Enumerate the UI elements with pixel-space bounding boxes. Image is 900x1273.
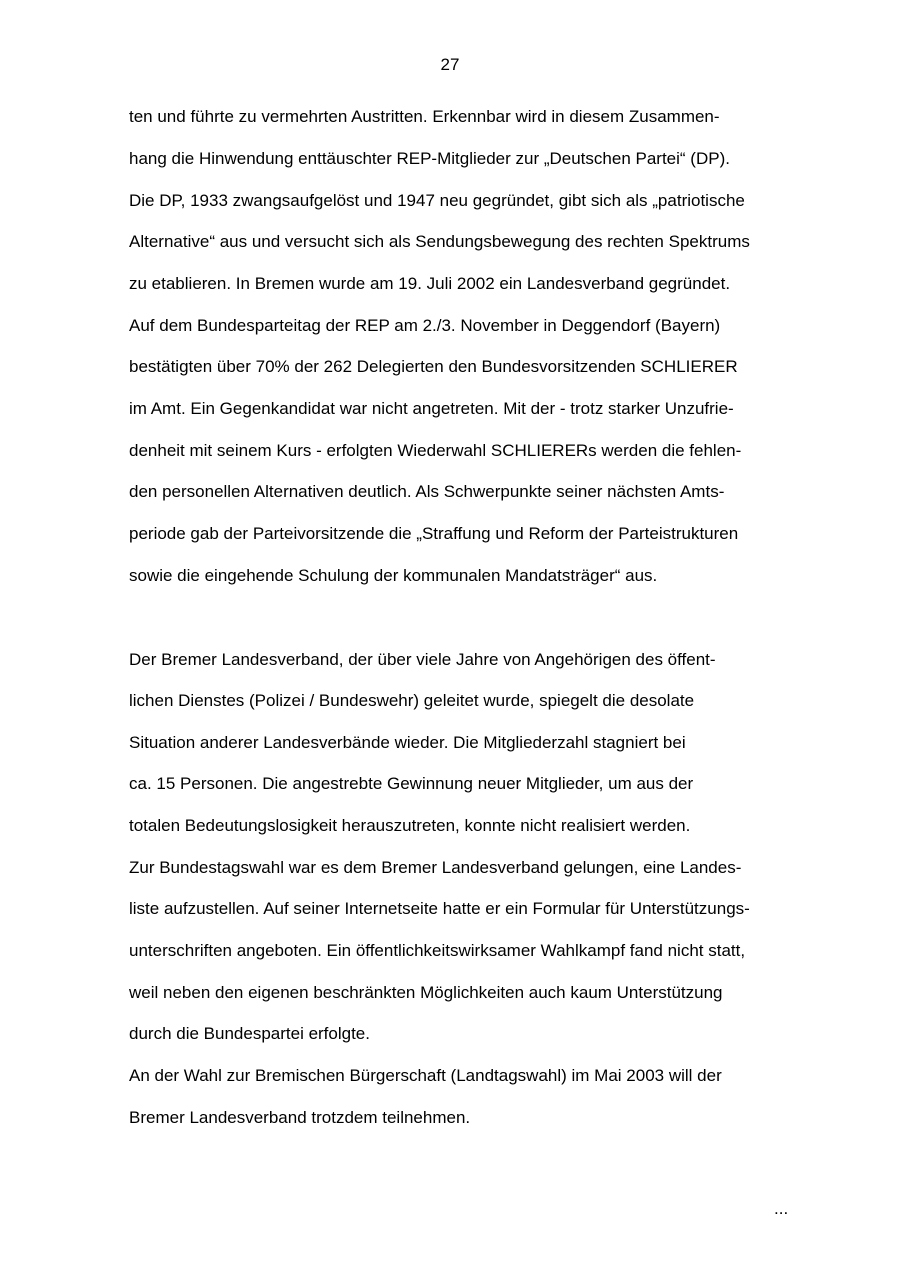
text-line: denheit mit seinem Kurs - erfolgten Wiederwahl SCHLIERERs werden die fehlen- <box>129 441 742 460</box>
text-line: lichen Dienstes (Polizei / Bundeswehr) geleitet wurde, spiegelt die desolate <box>129 691 695 710</box>
text-line: totalen Bedeutungslosigkeit herauszutreten, konnte nicht realisiert werden. <box>129 816 691 835</box>
text-line: An der Wahl zur Bremischen Bürgerschaft (Landtagswahl) im Mai 2003 will der <box>129 1066 722 1085</box>
text-line: unterschriften angeboten. Ein öffentlichkeitswirksamer Wahlkampf fand nicht statt, <box>129 941 746 960</box>
text-line: hang die Hinwendung enttäuschter REP-Mitglieder zur „Deutschen Partei“ (DP). <box>129 149 730 168</box>
text-line: den personellen Alternativen deutlich. Als Schwerpunkte seiner nächsten Amts- <box>129 482 725 501</box>
text-line: ten und führte zu vermehrten Austritten. Erkennbar wird in diesem Zusammen- <box>129 107 720 126</box>
text-line: liste aufzustellen. Auf seiner Internetseite hatte er ein Formular für Unterstützungs- <box>129 899 750 918</box>
text-line: Alternative“ aus und versucht sich als Sendungsbewegung des rechten Spektrums <box>129 232 750 251</box>
text-line: Die DP, 1933 zwangsaufgelöst und 1947 neu gegründet, gibt sich als „patriotische <box>129 191 745 210</box>
text-line: durch die Bundespartei erfolgte. <box>129 1024 370 1043</box>
page-number: 27 <box>440 55 460 74</box>
text-line: weil neben den eigenen beschränkten Möglichkeiten auch kaum Unterstützung <box>129 983 723 1002</box>
text-line: Situation anderer Landesverbände wieder. Die Mitgliederzahl stagniert bei <box>129 733 686 752</box>
text-line: Der Bremer Landesverband, der über viele Jahre von Angehörigen des öffent- <box>129 650 716 669</box>
text-line: im Amt. Ein Gegenkandidat war nicht angetreten. Mit der - trotz starker Unzufrie- <box>129 399 734 418</box>
text-line: Auf dem Bundesparteitag der REP am 2./3. November in Deggendorf (Bayern) <box>129 316 721 335</box>
text-line: bestätigten über 70% der 262 Delegierten den Bundesvorsitzenden SCHLIERER <box>129 357 738 376</box>
text-line: periode gab der Parteivorsitzende die „Straffung und Reform der Parteistrukturen <box>129 524 739 543</box>
text-line: Zur Bundestagswahl war es dem Bremer Landesverband gelungen, eine Landes- <box>129 858 742 877</box>
text-line: ca. 15 Personen. Die angestrebte Gewinnung neuer Mitglieder, um aus der <box>129 774 694 793</box>
text-line: Bremer Landesverband trotzdem teilnehmen. <box>129 1108 471 1127</box>
text-line: zu etablieren. In Bremen wurde am 19. Juli 2002 ein Landesverband gegründet. <box>129 274 731 293</box>
continuation-ellipsis: ... <box>774 1199 789 1218</box>
text-line: sowie die eingehende Schulung der kommunalen Mandatsträger“ aus. <box>129 566 658 585</box>
